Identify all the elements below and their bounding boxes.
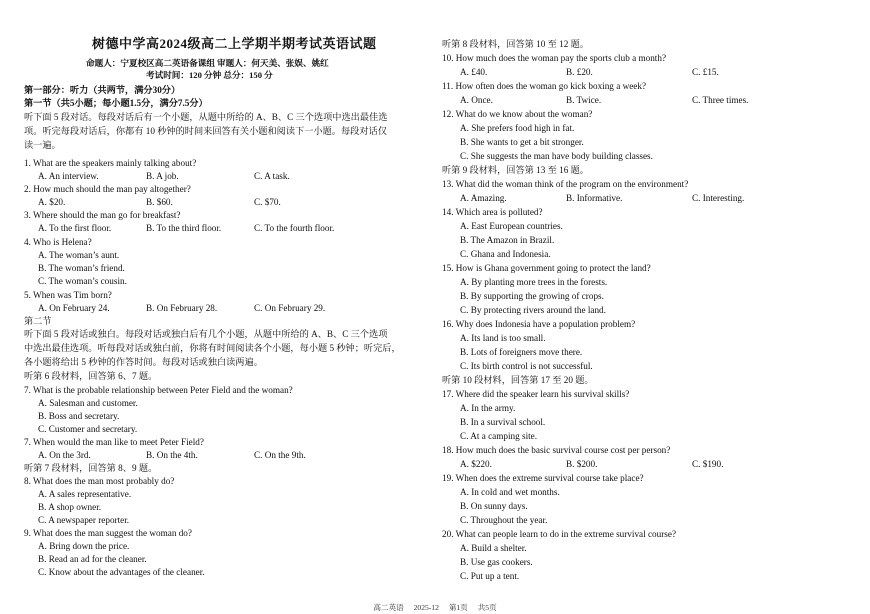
option-a: A. In cold and wet months. — [460, 487, 560, 497]
option-a: A. On February 24. — [38, 303, 110, 313]
question-stem: 11. How often does the woman go kick boxing a week? — [442, 81, 647, 91]
question-stem: 10. How much does the woman pay the sports club a month? — [442, 53, 667, 63]
question-stem: 16. Why does Indonesia have a population problem? — [442, 319, 636, 329]
question-stem: 20. What can people learn to do in the extreme survival course? — [442, 529, 677, 539]
option-a: A. $20. — [38, 197, 66, 207]
question-stem: 7. What is the probable relationship between Peter Field and the woman? — [24, 385, 293, 395]
option-c: C. A newspaper reporter. — [38, 515, 130, 525]
option-a: A. East European countries. — [460, 221, 563, 231]
option-b: B. Boss and secretary. — [38, 411, 120, 421]
option-a: A. By planting more trees in the forests. — [460, 277, 608, 287]
option-a: A. Once. — [460, 95, 493, 105]
option-b: B. £20. — [566, 67, 593, 77]
question-stem: 12. What do we know about the woman? — [442, 109, 593, 119]
option-a: A. An interview. — [38, 171, 99, 181]
section1-heading: 第一节（共5小题；每小题1.5分，满分7.5分） — [24, 98, 208, 108]
question-stem: 8. What does the man most probably do? — [24, 476, 175, 486]
option-b: B. Read an ad for the cleaner. — [38, 554, 147, 564]
option-c: C. The woman’s cousin. — [38, 276, 127, 286]
question-stem: 15. How is Ghana government going to protect the land? — [442, 263, 651, 273]
option-c: C. Customer and secretary. — [38, 424, 138, 434]
exam-title: 树德中学高2024级高二上学期半期考试英语试题 — [92, 36, 377, 51]
option-c: C. To the fourth floor. — [254, 223, 335, 233]
option-b: B. The Amazon in Brazil. — [460, 235, 555, 245]
question-stem: 4. Who is Helena? — [24, 237, 92, 247]
instruction-line: 中选出最佳选项。听每段对话或独白前，你将有时间阅读各个小题，每小题 5 秒钟；听完后， — [24, 343, 401, 353]
material-heading: 听第 10 段材料，回答第 17 至 20 题。 — [442, 375, 594, 385]
option-b: B. On the 4th. — [146, 450, 198, 460]
part1-heading: 第一部分：听力（共两节，满分30分） — [24, 85, 181, 95]
option-c: C. Throughout the year. — [460, 515, 548, 525]
option-b: B. On February 28. — [146, 303, 218, 313]
option-c: C. Put up a tent. — [460, 571, 520, 581]
option-c: C. Interesting. — [692, 193, 745, 203]
option-b: B. Lots of foreigners move there. — [460, 347, 583, 357]
question-stem: 3. Where should the man go for breakfast? — [24, 210, 181, 220]
option-c: C. Three times. — [692, 95, 749, 105]
option-b: B. $200. — [566, 459, 598, 469]
option-c: C. On the 9th. — [254, 450, 306, 460]
option-a: A. To the first floor. — [38, 223, 112, 233]
option-c: C. Know about the advantages of the cleaner. — [38, 567, 205, 577]
question-stem: 2. How much should the man pay altogether? — [24, 184, 191, 194]
option-b: B. Twice. — [566, 95, 602, 105]
option-c: C. A task. — [254, 171, 290, 181]
option-b: B. To the third floor. — [146, 223, 222, 233]
option-c: C. $70. — [254, 197, 281, 207]
question-stem: 7. When would the man like to meet Peter Field? — [24, 437, 204, 447]
exam-setters: 命题人：宁夏校区高二英语备课组 审题人：何天美、张娱、姚红 — [86, 58, 329, 68]
option-b: B. Informative. — [566, 193, 623, 203]
page-footer — [0, 602, 870, 613]
option-b: B. Use gas cookers. — [460, 557, 533, 567]
option-b: B. The woman’s friend. — [38, 263, 125, 273]
option-a: A. Salesman and customer. — [38, 398, 138, 408]
option-c: C. On February 29. — [254, 303, 326, 313]
question-stem: 1. What are the speakers mainly talking about? — [24, 158, 197, 168]
material-heading: 听第 9 段材料，回答第 13 至 16 题。 — [442, 165, 589, 175]
option-a: A. A sales representative. — [38, 489, 132, 499]
option-a: A. On the 3rd. — [38, 450, 91, 460]
option-b: B. A shop owner. — [38, 502, 102, 512]
material-heading: 听第 7 段材料，回答第 8、9 题。 — [24, 463, 158, 473]
footer-subject: 高二英语 — [373, 603, 404, 612]
option-b: B. A job. — [146, 171, 179, 181]
option-c: C. She suggests the man have body building classes. — [460, 151, 653, 161]
question-stem: 13. What did the woman think of the program on the environment? — [442, 179, 689, 189]
option-a: A. Bring down the price. — [38, 541, 130, 551]
option-b: B. On sunny days. — [460, 501, 528, 511]
instruction-line: 读一遍。 — [24, 140, 61, 150]
option-a: A. She prefers food high in fat. — [460, 123, 575, 133]
option-a: A. Amazing. — [460, 193, 507, 203]
instruction-line: 听下面 5 段对话。每段对话后有一个小题，从题中所给的 A、B、C 三个选项中选出最佳选 — [24, 112, 388, 122]
option-c: C. £15. — [692, 67, 719, 77]
instruction-line: 听下面 5 段对话或独白。每段对话或独白后有几个小题，从题中所给的 A、B、C 三个选项 — [24, 329, 388, 339]
option-b: B. In a survival school. — [460, 417, 546, 427]
option-a: A. Its land is too small. — [460, 333, 546, 343]
option-a: A. The woman’s aunt. — [38, 250, 120, 260]
option-a: A. Build a shelter. — [460, 543, 527, 553]
question-stem: 17. Where did the speaker learn his survival skills? — [442, 389, 630, 399]
instruction-line: 项。听完每段对话后，你都有 10 秒钟的时间来回答有关小题和阅读下一小题。每段对话仅 — [24, 126, 387, 136]
option-c: C. By protecting rivers around the land. — [460, 305, 606, 315]
question-stem: 19. When does the extreme survival course take place? — [442, 473, 644, 483]
option-a: A. $220. — [460, 459, 492, 469]
footer-date: 2025-12 — [413, 603, 439, 612]
option-a: A. £40. — [460, 67, 488, 77]
question-stem: 5. When was Tim born? — [24, 290, 112, 300]
option-c: C. Its birth control is not successful. — [460, 361, 593, 371]
section2-heading: 第二节 — [24, 316, 52, 326]
material-heading: 听第 8 段材料，回答第 10 至 12 题。 — [442, 39, 589, 49]
question-stem: 9. What does the man suggest the woman do? — [24, 528, 192, 538]
instruction-line: 各小题将给出 5 秒钟的作答时间。每段对话或独白读两遍。 — [24, 357, 263, 367]
option-c: C. Ghana and Indonesia. — [460, 249, 551, 259]
option-b: B. She wants to get a bit stronger. — [460, 137, 584, 147]
question-stem: 14. Which area is polluted? — [442, 207, 543, 217]
option-c: C. $190. — [692, 459, 724, 469]
option-c: C. At a camping site. — [460, 431, 538, 441]
footer-total: 共5页 — [477, 603, 497, 612]
footer-page: 第1页 — [448, 603, 468, 612]
question-stem: 18. How much does the basic survival course cost per person? — [442, 445, 671, 455]
option-b: B. By supporting the growing of crops. — [460, 291, 604, 301]
material-heading: 听第 6 段材料，回答第 6、7 题。 — [24, 371, 158, 381]
option-b: B. $60. — [146, 197, 173, 207]
exam-time-score: 考试时间：120 分钟 总分：150 分 — [146, 70, 273, 80]
option-a: A. In the army. — [460, 403, 516, 413]
